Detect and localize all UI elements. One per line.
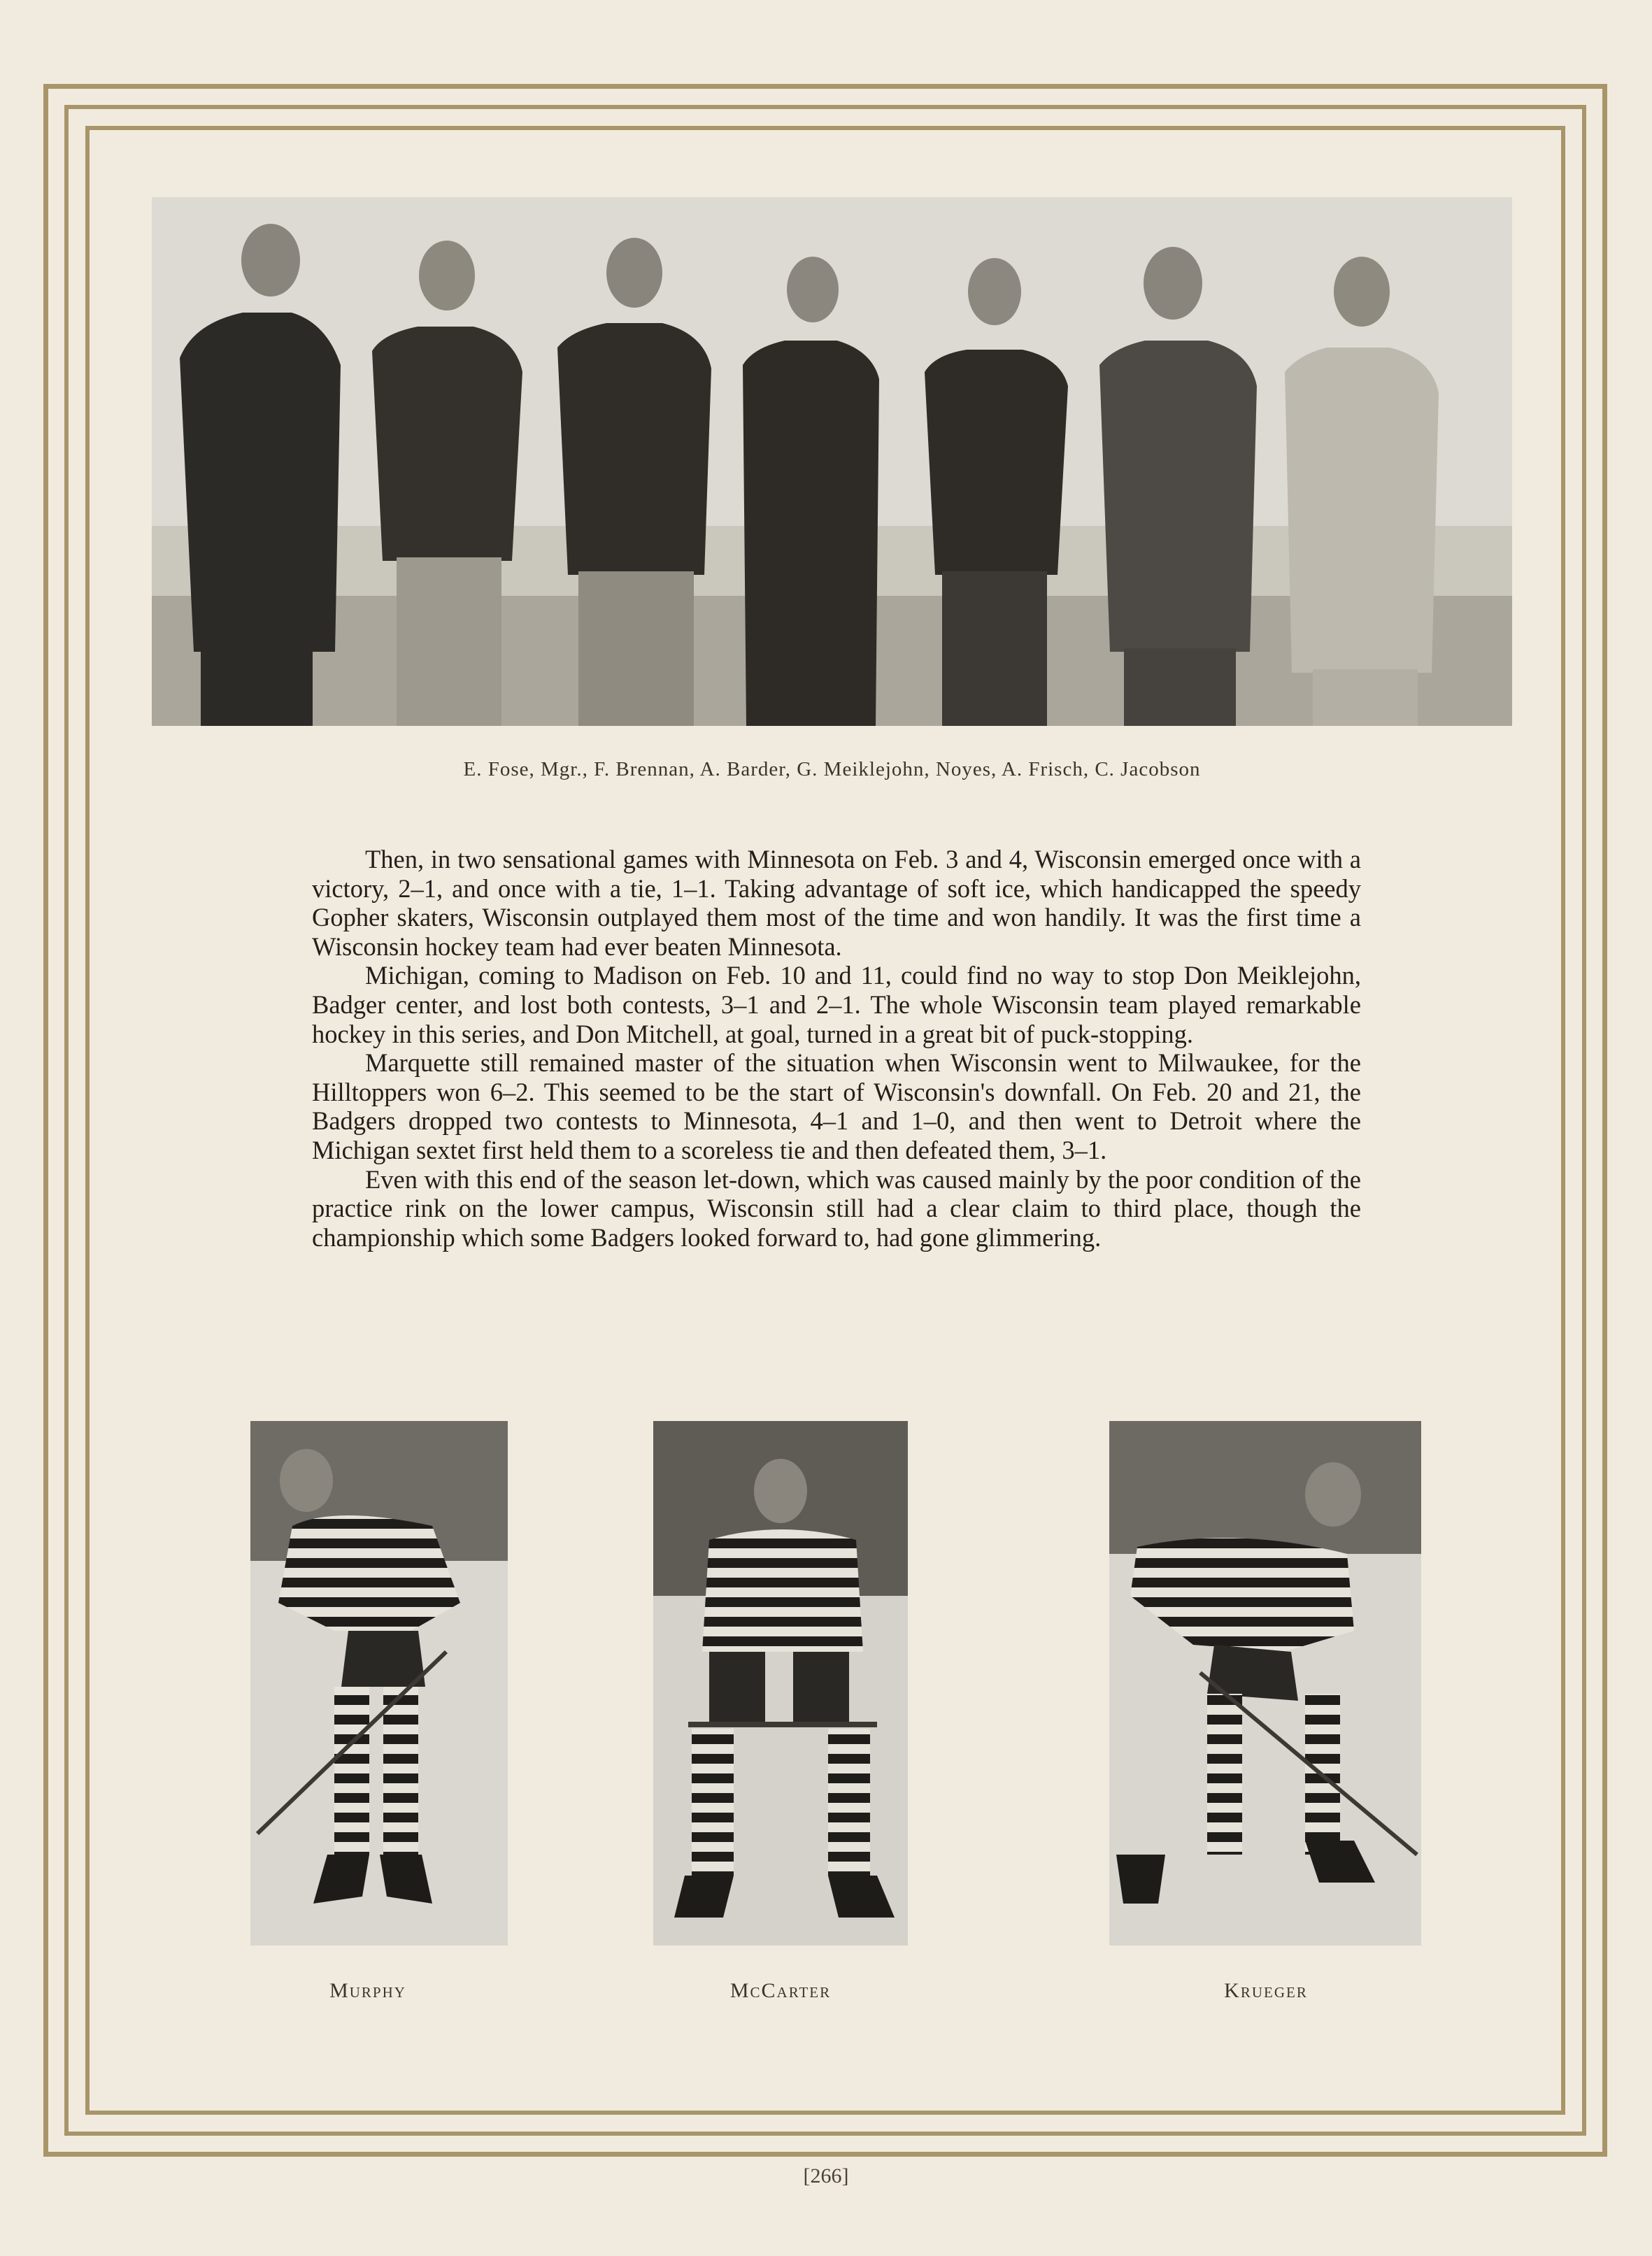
portrait-caption-krueger: Krueger [1224,1979,1308,2002]
page-number: [266] [803,2164,849,2187]
article-body [312,845,1361,1252]
portrait-caption-mccarter: McCarter [729,1979,832,2002]
article-paragraph: Marquette still remained master of the situation when Wisconsin went to Milwaukee, for the Hilltoppers won 6–2. This seemed to be the start of Wisconsin's downfall. On Feb. 20 and 21, the Badgers dropped two contests to Minnesota, 4–1 and 1–0, and then went to Detroit where the Michigan sextet first held them to a scoreless tie and then defeated them, 3–1. [312,1048,1361,1164]
portrait-krueger [1109,1421,1421,1946]
article-paragraph: Then, in two sensational games with Minnesota on Feb. 3 and 4, Wisconsin emerged once with a victory, 2–1, and once with a tie, 1–1. Taking advantage of soft ice, which handicapped the speedy Gopher skaters, Wisconsin outplayed them most of the time and won handily. It was the first time a Wisconsin hockey team had ever beaten Minnesota. [312,845,1361,961]
team-photo-caption: E. Fose, Mgr., F. Brennan, A. Barder, G. Meiklejohn, Noyes, A. Frisch, C. Jacobson [463,758,1201,780]
portrait-mccarter [653,1421,908,1946]
team-photo [152,197,1512,726]
portrait-murphy [250,1421,508,1946]
portrait-caption-murphy: Murphy [329,1979,406,2002]
article-paragraph: Michigan, coming to Madison on Feb. 10 and 11, could find no way to stop Don Meiklejohn, Badger center, and lost both contests, 3–1 and 2–1. The whole Wisconsin team played remarkable hockey in this series, and Don Mitchell, at goal, turned in a great bit of puck-stopping. [312,961,1361,1048]
article-paragraph: Even with this end of the season let-down, which was caused mainly by the poor condition of the practice rink on the lower campus, Wisconsin still had a clear claim to third place, though the championship which some Badgers looked forward to, had gone glimmering. [312,1164,1361,1252]
